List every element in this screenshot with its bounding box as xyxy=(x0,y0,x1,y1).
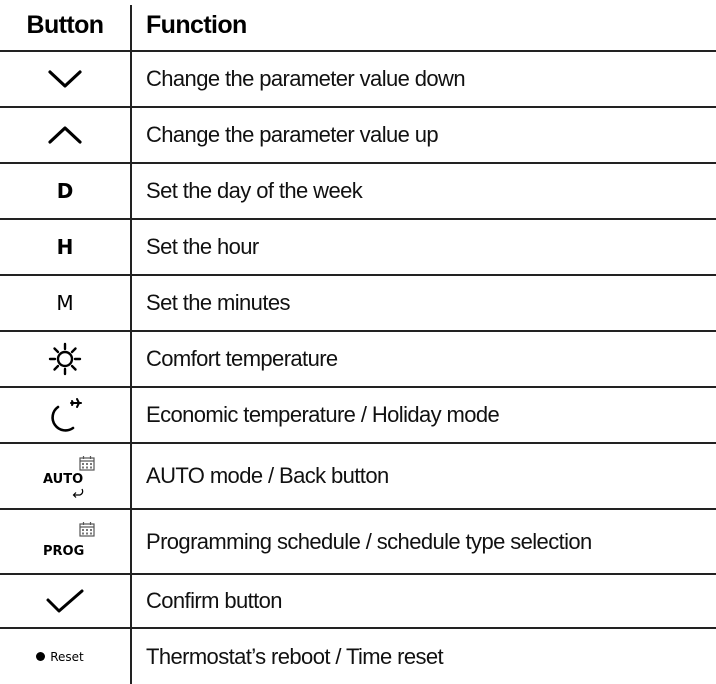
chevron-up-icon xyxy=(47,125,83,145)
function-cell: Set the minutes xyxy=(146,290,290,315)
auto-button xyxy=(35,453,95,499)
sun-icon xyxy=(48,342,82,376)
back-arrow-icon xyxy=(71,487,85,499)
reset-button-label: Reset xyxy=(50,649,84,664)
button-cell xyxy=(0,52,130,106)
moon-airplane-icon xyxy=(43,395,87,435)
table-header xyxy=(0,0,716,50)
function-cell: Confirm button xyxy=(146,588,282,613)
button-cell xyxy=(0,220,130,274)
day-button-label: D xyxy=(56,179,74,203)
function-cell: Programming schedule / schedule type selection xyxy=(146,528,592,554)
button-cell xyxy=(0,164,130,218)
button-cell xyxy=(0,276,130,330)
auto-button-label: AUTO xyxy=(43,472,84,487)
button-cell xyxy=(0,575,130,627)
button-cell xyxy=(0,629,130,684)
reset-button xyxy=(36,650,84,664)
checkmark-icon xyxy=(45,588,85,614)
table-row xyxy=(0,220,716,274)
table-row xyxy=(0,276,716,330)
function-cell: Change the parameter value down xyxy=(146,66,465,91)
table-row xyxy=(0,332,716,386)
table-row xyxy=(0,164,716,218)
function-cell: Economic temperature / Holiday mode xyxy=(146,402,500,427)
function-cell: Change the parameter value up xyxy=(146,122,439,147)
chevron-down-icon xyxy=(47,69,83,89)
table-row xyxy=(0,575,716,627)
table-row xyxy=(0,52,716,106)
prog-button-label: PROG xyxy=(43,543,85,559)
header-function: Function xyxy=(146,10,247,39)
button-cell xyxy=(0,444,130,508)
header-button: Button xyxy=(26,10,104,39)
button-cell xyxy=(0,510,130,573)
calendar-icon xyxy=(79,455,95,471)
table-row xyxy=(0,108,716,162)
function-cell: AUTO mode / Back button xyxy=(146,463,389,488)
function-cell: Set the hour xyxy=(146,234,259,259)
minutes-button-label: M xyxy=(56,291,74,315)
button-cell xyxy=(0,332,130,386)
calendar-icon xyxy=(79,521,95,537)
dot-icon xyxy=(36,652,45,661)
table-row xyxy=(0,388,716,442)
hour-button-label: H xyxy=(56,235,74,259)
table-row xyxy=(0,444,716,508)
function-cell: Comfort temperature xyxy=(146,346,338,371)
button-cell xyxy=(0,108,130,162)
function-cell: Thermostat’s reboot / Time reset xyxy=(146,643,444,669)
function-cell: Set the day of the week xyxy=(146,178,363,203)
button-cell xyxy=(0,388,130,442)
table-row xyxy=(0,510,716,573)
prog-button xyxy=(35,519,95,565)
table-row xyxy=(0,629,716,684)
